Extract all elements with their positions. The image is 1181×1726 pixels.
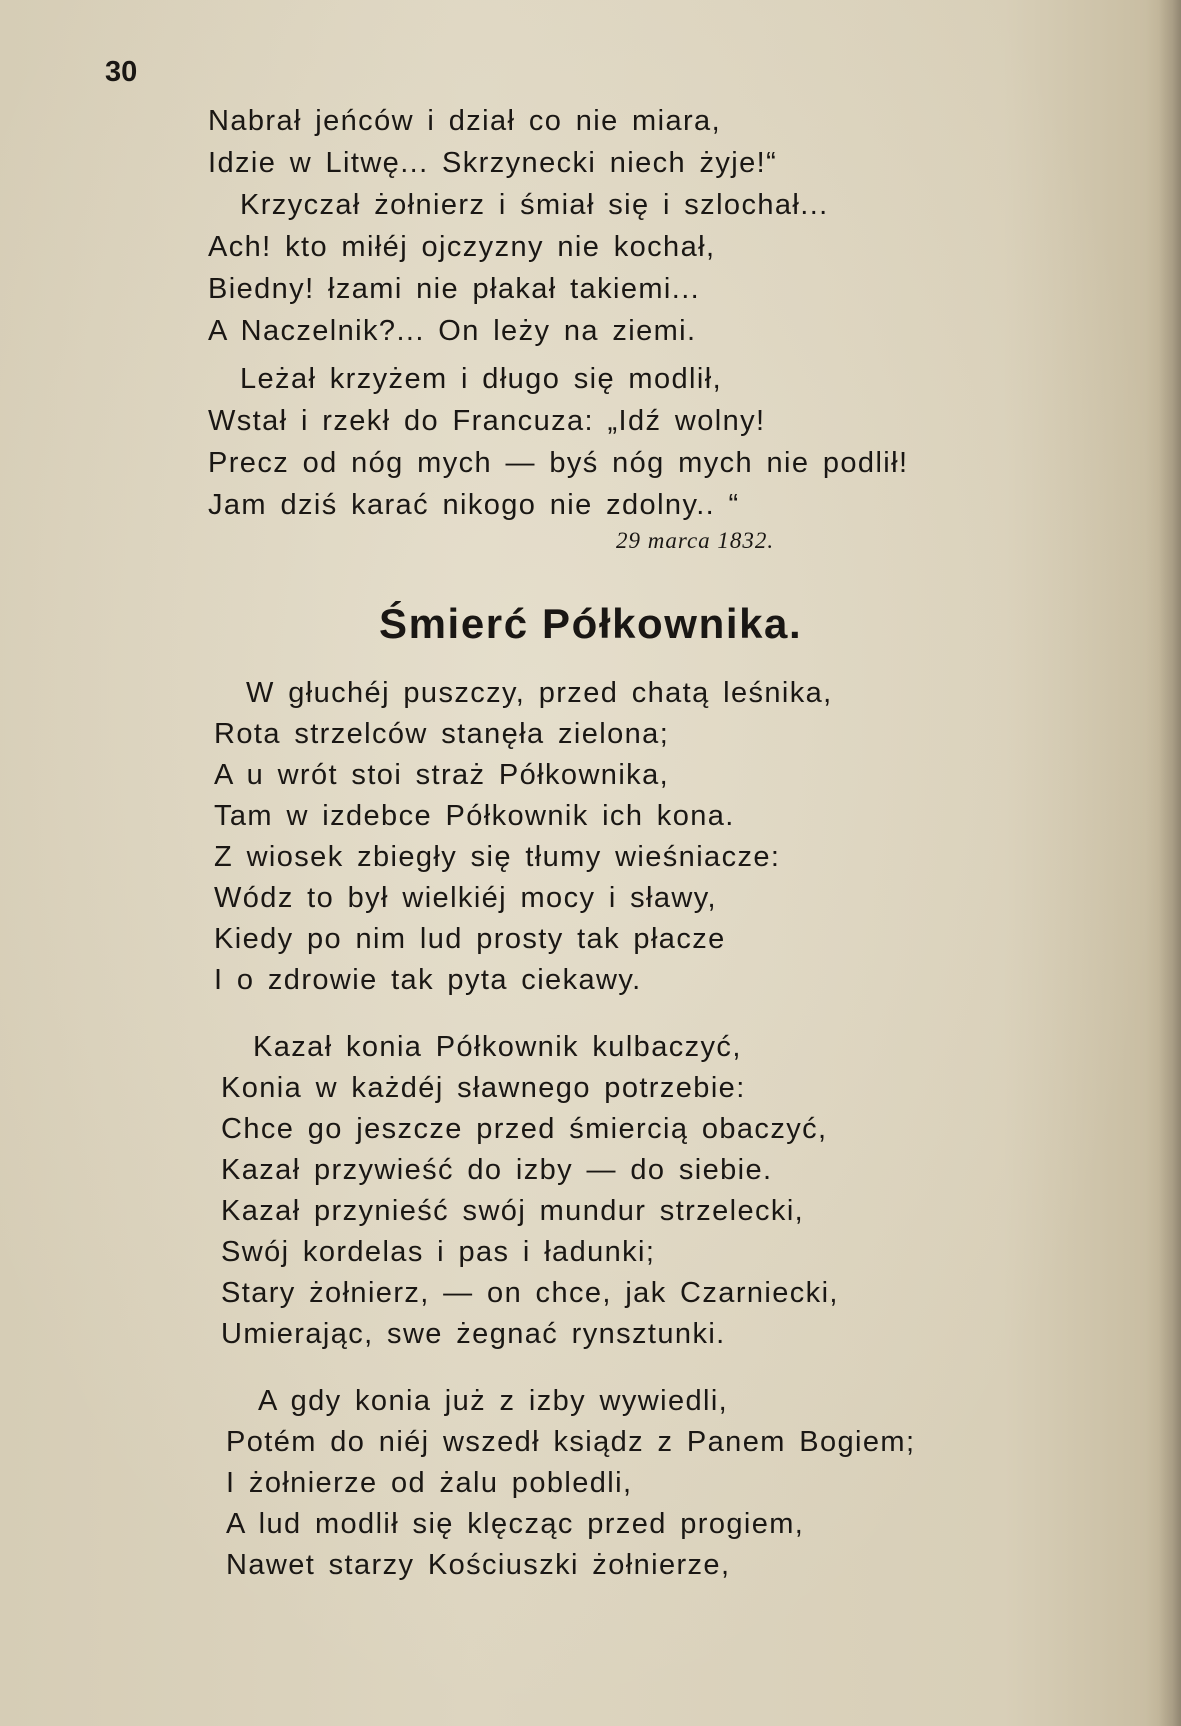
verse-line: A u wrót stoi straż Półkownika, — [214, 759, 670, 791]
verse-line: Wódz to był wielkiéj mocy i sławy, — [214, 882, 717, 914]
verse-line: Nawet starzy Kościuszki żołnierze, — [226, 1549, 731, 1581]
verse-line: Kazał przywieść do izby — do siebie. — [221, 1154, 773, 1186]
verse-line: I o zdrowie tak pyta ciekawy. — [214, 964, 642, 996]
verse-line: Kiedy po nim lud prosty tak płacze — [214, 923, 726, 955]
verse-line: Leżał krzyżem i długo się modlił, — [240, 363, 723, 395]
page-edge-shadow — [1159, 0, 1181, 1726]
verse-line: Swój kordelas i pas i ładunki; — [221, 1236, 656, 1268]
page-number: 30 — [105, 56, 138, 88]
verse-line: A Naczelnik?... On leży na ziemi. — [208, 315, 697, 347]
verse-line: Kazał konia Półkownik kulbaczyć, — [253, 1031, 742, 1063]
verse-line: Umierając, swe żegnać rynsztunki. — [221, 1318, 726, 1350]
verse-line: Ach! kto miłéj ojczyzny nie kochał, — [208, 231, 716, 263]
verse-line: A lud modlił się klęcząc przed progiem, — [226, 1508, 805, 1540]
verse-line: Kazał przynieść swój mundur strzelecki, — [221, 1195, 805, 1227]
verse-line: Potém do niéj wszedł ksiądz z Panem Bogiem; — [226, 1426, 916, 1458]
verse-line: Biedny! łzami nie płakał takiemi... — [208, 273, 701, 305]
verse-line: Nabrał jeńców i dział co nie miara, — [208, 105, 722, 137]
verse-line: Wstał i rzekł do Francuza: „Idź wolny! — [208, 405, 766, 437]
verse-line: I żołnierze od żalu pobledli, — [226, 1467, 633, 1499]
verse-line: Konia w każdéj sławnego potrzebie: — [221, 1072, 746, 1104]
poem-date: 29 marca 1832. — [616, 528, 775, 553]
verse-line: Precz od nóg mych — byś nóg mych nie podlił! — [208, 447, 909, 479]
verse-line: Tam w izdebce Półkownik ich kona. — [214, 800, 735, 832]
poem-title: Śmierć Półkownika. — [379, 600, 803, 647]
verse-line: Jam dziś karać nikogo nie zdolny.. “ — [208, 489, 740, 521]
verse-line: Chce go jeszcze przed śmiercią obaczyć, — [221, 1113, 828, 1145]
verse-line: Z wiosek zbiegły się tłumy wieśniacze: — [214, 841, 781, 873]
verse-line: Idzie w Litwę... Skrzynecki niech żyje!“ — [208, 147, 778, 179]
verse-line: W głuchéj puszczy, przed chatą leśnika, — [246, 677, 833, 709]
verse-line: A gdy konia już z izby wywiedli, — [258, 1385, 729, 1417]
verse-line: Stary żołnierz, — on chce, jak Czarniecki, — [221, 1277, 839, 1309]
verse-line: Krzyczał żołnierz i śmiał się i szlochał... — [240, 189, 829, 221]
verse-line: Rota strzelców stanęła zielona; — [214, 718, 670, 750]
